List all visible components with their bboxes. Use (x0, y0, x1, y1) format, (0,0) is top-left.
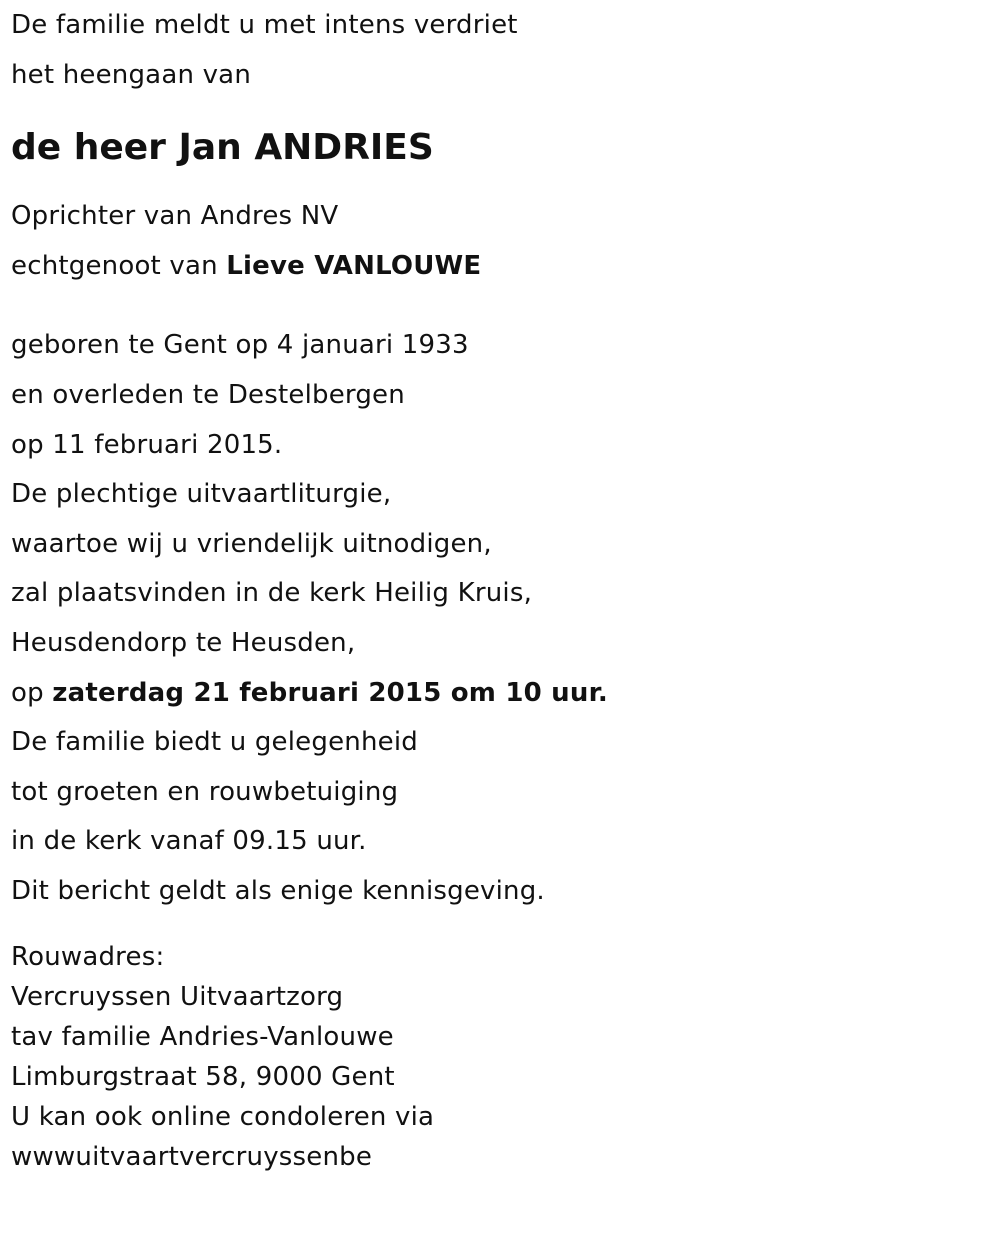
funeral-date-line (11, 669, 986, 719)
address-line: U kan ook online condoleren via (11, 1101, 435, 1132)
address-block (11, 937, 986, 1177)
funeral-date: zaterdag 21 februari 2015 om 10 uur. (52, 677, 608, 708)
detail-line: in de kerk vanaf 09.15 uur. (11, 826, 367, 857)
death-notice (11, 0, 986, 1177)
detail-line: De familie biedt u gelegenheid (11, 727, 418, 758)
funeral-date-prefix: op (11, 677, 53, 708)
address-line: Vercruyssen Uitvaartzorg (11, 981, 344, 1012)
founder-line: Oprichter van Andres NV (11, 201, 339, 232)
spacer (11, 917, 986, 937)
detail-line: waartoe wij u vriendelijk uitnodigen, (11, 528, 492, 559)
address-line: tav familie Andries-Vanlouwe (11, 1021, 394, 1052)
detail-line: op 11 februari 2015. (11, 429, 283, 460)
detail-line: en overleden te Destelbergen (11, 379, 405, 410)
condolence-url: wwwuitvaartvercruyssenbe (11, 1141, 373, 1172)
spouse-prefix: echtgenoot van (11, 250, 227, 281)
address-heading: Rouwadres: (11, 941, 165, 972)
details-block (11, 321, 986, 916)
address-line: Limburgstraat 58, 9000 Gent (11, 1061, 395, 1092)
detail-line: zal plaatsvinden in de kerk Heilig Kruis, (11, 578, 533, 609)
detail-line: geboren te Gent op 4 januari 1933 (11, 330, 469, 361)
detail-line: De plechtige uitvaartliturgie, (11, 479, 392, 510)
spouse-line (11, 242, 986, 292)
intro-block (11, 1, 986, 100)
detail-line: Dit bericht geldt als enige kennisgeving. (11, 875, 545, 906)
intro-line-1: De familie meldt u met intens verdriet (11, 10, 518, 40)
spouse-name: Lieve VANLOUWE (226, 250, 482, 281)
intro-line-2: het heengaan van (11, 59, 251, 90)
roles-block (11, 192, 986, 291)
detail-line: tot groeten en rouwbetuiging (11, 776, 399, 807)
deceased-name: de heer Jan ANDRIES (11, 127, 434, 169)
spacer (11, 291, 986, 321)
detail-line: Heusdendorp te Heusden, (11, 627, 356, 658)
